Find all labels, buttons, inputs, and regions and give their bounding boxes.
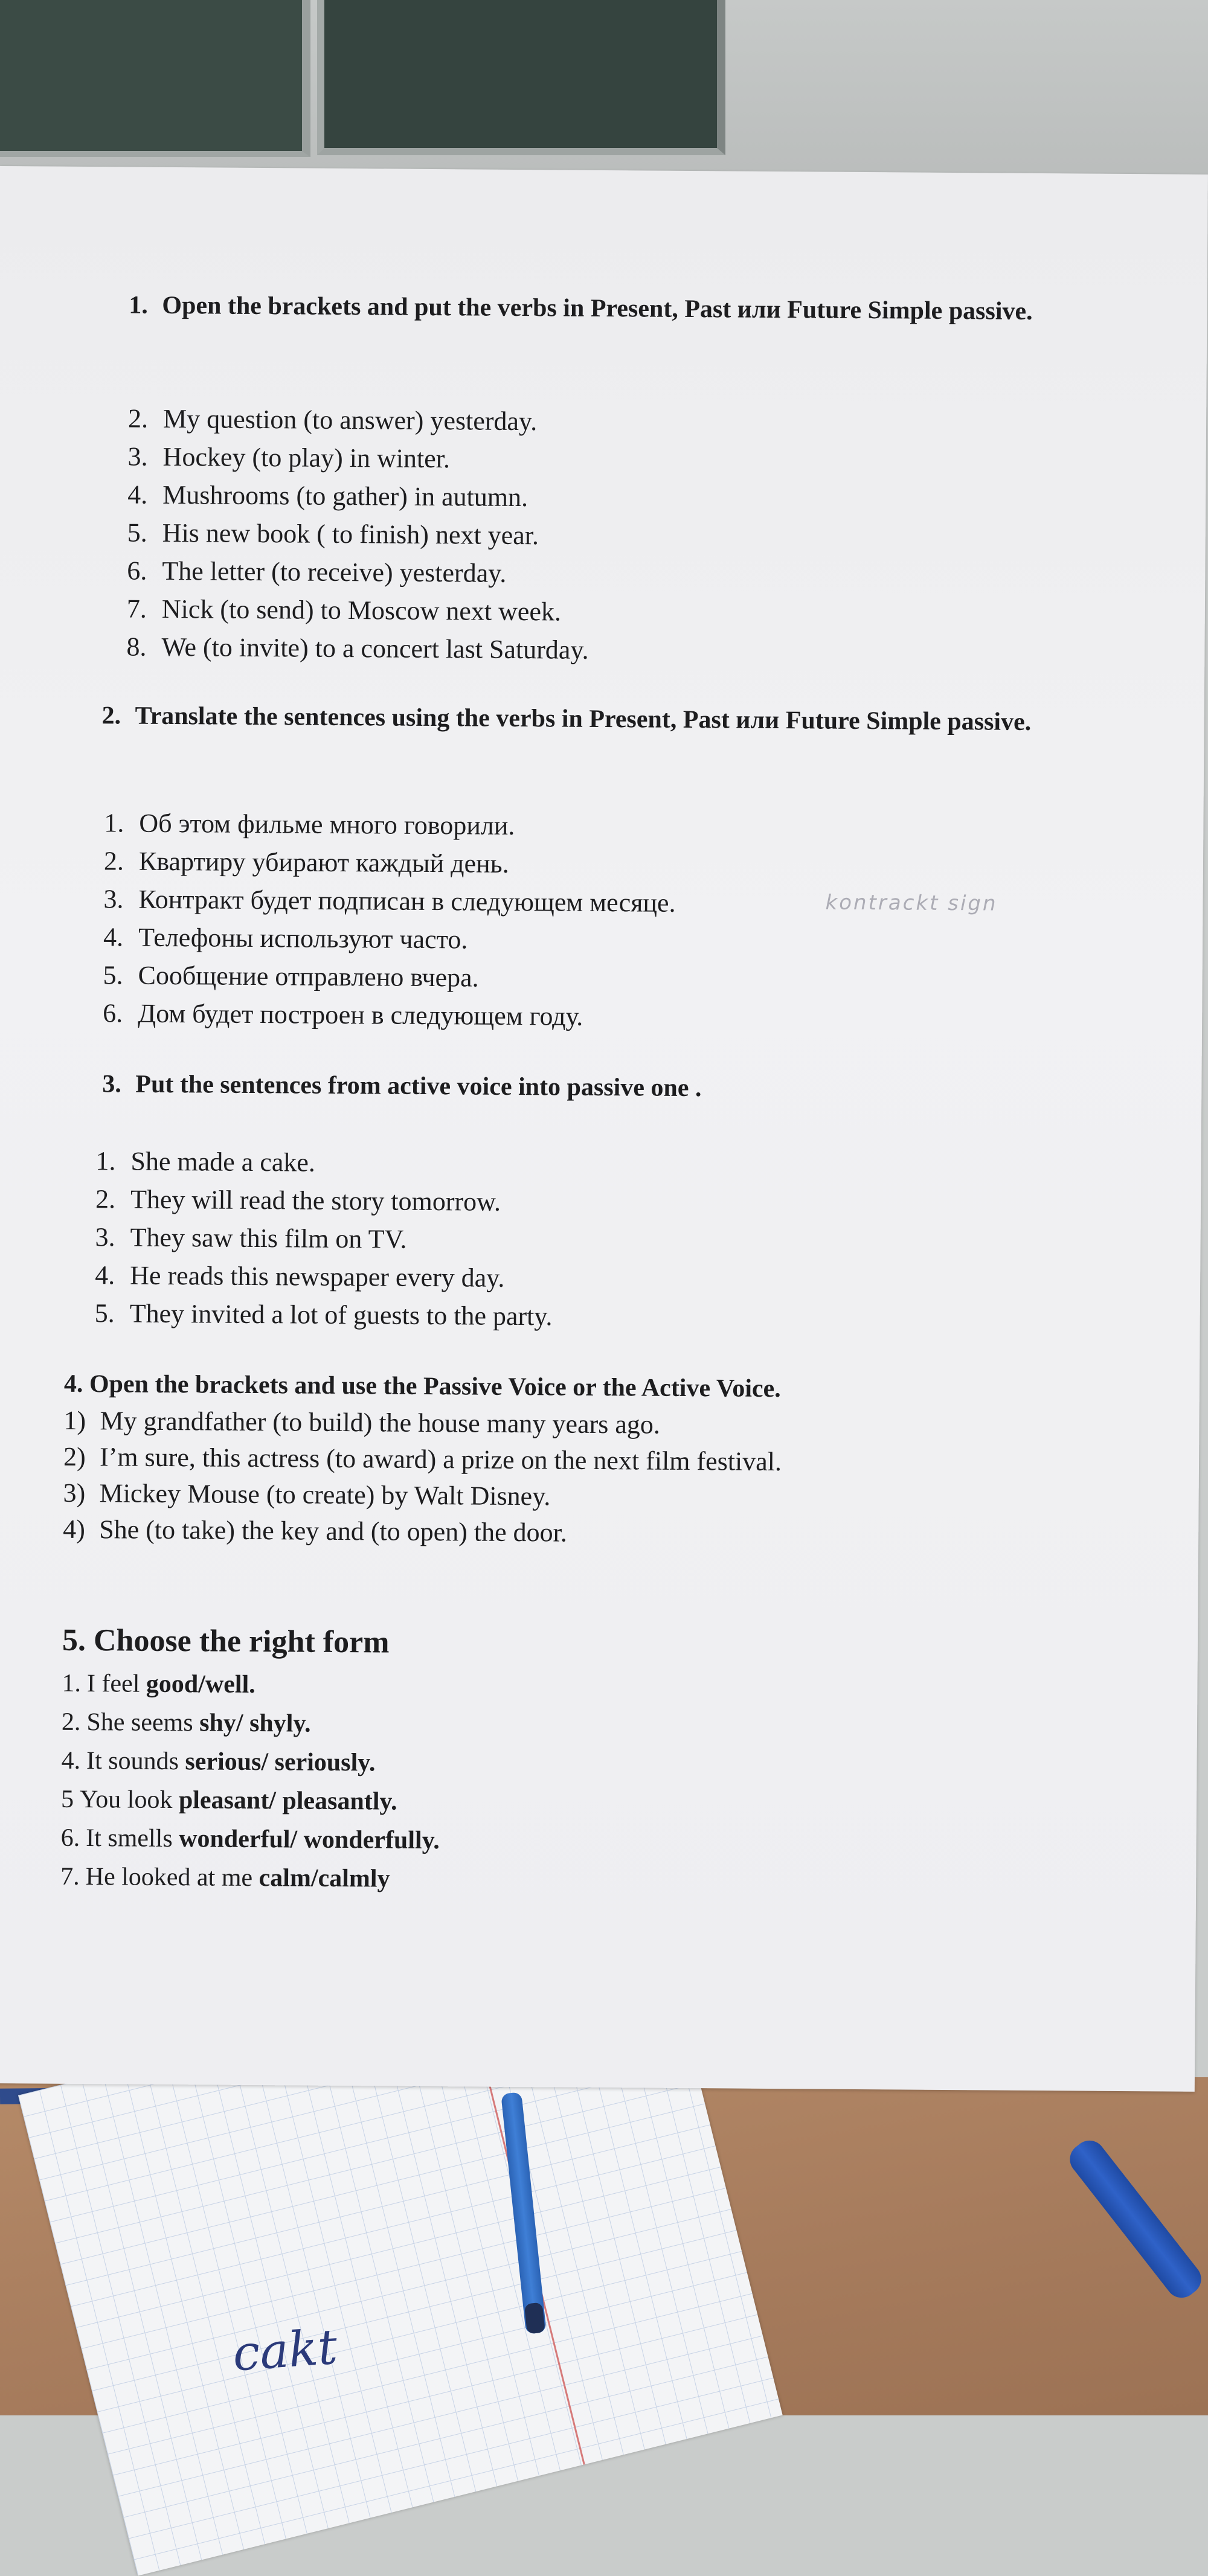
list-item: 4. He reads this newspaper every day. (95, 1260, 505, 1293)
chalkboard-right (317, 0, 725, 155)
list-item: 5. His new book ( to finish) next year. (127, 517, 539, 551)
list-item: 4. Mushrooms (to gather) in autumn. (127, 479, 528, 513)
list-item: 7. He looked at me calm/calmly (60, 1862, 390, 1893)
section2-heading (101, 698, 1077, 740)
section5-list (60, 1664, 441, 1898)
section3-heading-text: Put the sentences from active voice into passive one . (135, 1070, 702, 1103)
section3-list (95, 1142, 554, 1335)
handwritten-note: cakt (231, 2318, 339, 2382)
answer-options: pleasant/ pleasantly. (178, 1786, 397, 1816)
list-item: 5 You look pleasant/ pleasantly. (60, 1785, 397, 1816)
section2-number: 2. (101, 702, 121, 730)
list-item: 3. Hockey (to play) in winter. (127, 441, 451, 474)
section5-heading: 5. Choose the right form (62, 1623, 390, 1660)
chalkboard-left (0, 0, 310, 157)
answer-options: good/well. (146, 1670, 255, 1699)
answer-options: calm/calmly (259, 1864, 390, 1893)
list-item: 4. It sounds serious/ seriously. (61, 1746, 376, 1777)
list-item: 6. Дом будет построен в следующем году. (103, 998, 583, 1031)
list-item: 3. Контракт будет подписан в следующем месяце. (103, 884, 676, 918)
section4-list (63, 1403, 922, 1554)
list-item: 8. We (to invite) to a concert last Saturday. (126, 632, 589, 665)
list-item: 4. Телефоны используют часто. (103, 922, 468, 955)
section3-heading (102, 1066, 1011, 1108)
section1-heading-text: Open the brackets and put the verbs in Present, Past или Future Simple passive. (162, 291, 1033, 325)
list-item: 1) My grandfather (to build) the house many years ago. (63, 1405, 661, 1440)
list-item: 2. They will read the story tomorrow. (95, 1184, 501, 1217)
list-item: 2. She seems shy/ shyly. (61, 1708, 311, 1738)
list-item: 7. Nick (to send) to Moscow next week. (126, 594, 562, 627)
section4-heading: 4. Open the brackets and use the Passive Voice or the Active Voice. (63, 1370, 781, 1403)
list-item: 5. They invited a lot of guests to the party. (94, 1298, 553, 1331)
list-item: 2) I’m sure, this actress (to award) a prize on the next film festival. (63, 1441, 782, 1477)
list-item: 1. Об этом фильме много говорили. (104, 808, 515, 841)
section1-number: 1. (129, 291, 149, 319)
answer-options: shy/ shyly. (199, 1709, 311, 1738)
list-item: 5. Сообщение отправлено вчера. (103, 960, 479, 993)
list-item: 1. I feel good/well. (62, 1669, 255, 1699)
list-item: 4) She (to take) the key and (to open) the door. (63, 1514, 568, 1548)
answer-options: wonderful/ wonderfully. (179, 1825, 440, 1855)
list-item: 2. Квартиру убирают каждый день. (103, 846, 509, 879)
pencil-annotation: kontrackt sign (825, 890, 998, 916)
section2-list (103, 804, 676, 1036)
section3-number: 3. (102, 1070, 122, 1098)
list-item: 3. They saw this film on TV. (95, 1222, 407, 1254)
list-item: 2. My question (to answer) yesterday. (127, 403, 538, 437)
answer-options: serious/ seriously. (185, 1748, 376, 1777)
section1-list (126, 399, 590, 668)
section2-heading-text: Translate the sentences using the verbs in Present, Past или Future Simple passive. (135, 702, 1032, 736)
list-item: 6. It smells wonderful/ wonderfully. (60, 1824, 440, 1855)
section1-heading (129, 287, 1080, 329)
list-item: 3) Mickey Mouse (to create) by Walt Disney. (63, 1478, 551, 1511)
list-item: 1. She made a cake. (95, 1146, 316, 1177)
list-item: 6. The letter (to receive) yesterday. (127, 556, 507, 588)
worksheet (0, 166, 1208, 2092)
pen-cap (524, 2302, 545, 2334)
